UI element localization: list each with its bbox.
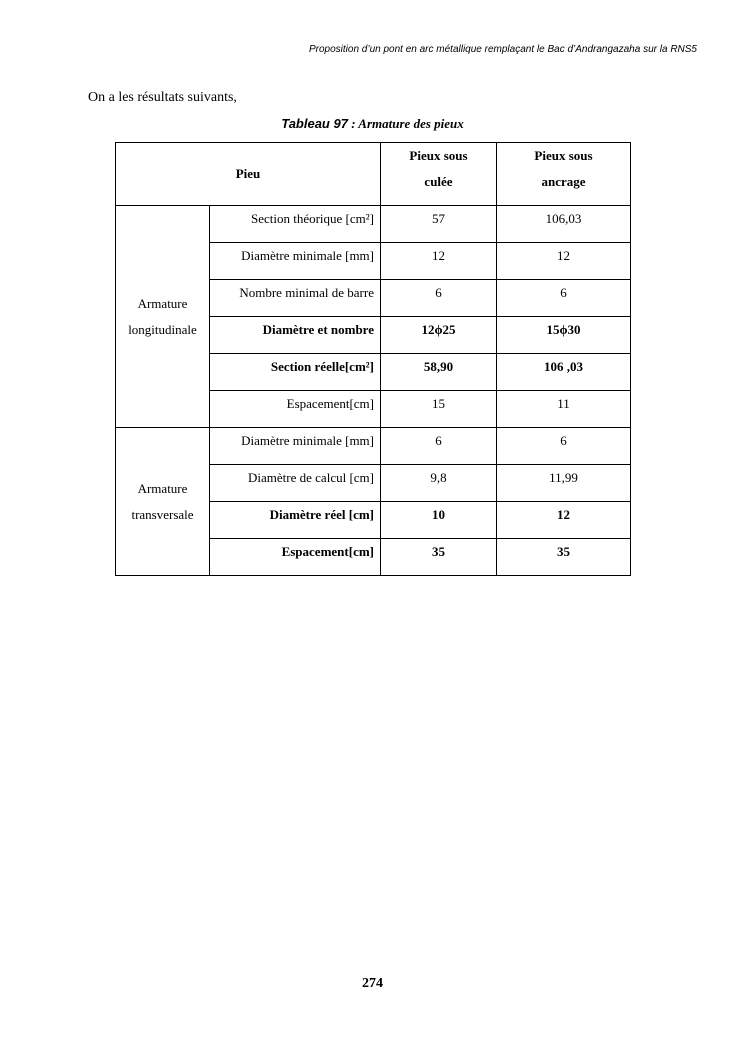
- value-ancrage: 15ϕ30: [497, 317, 631, 354]
- header-culee-line2: culée: [424, 174, 453, 189]
- value-ancrage: 12: [497, 243, 631, 280]
- value-ancrage: 6: [497, 428, 631, 465]
- group-longitudinale-line1: Armature: [137, 295, 188, 311]
- value-ancrage: 12: [497, 502, 631, 539]
- value-ancrage: 106 ,03: [497, 354, 631, 391]
- caption-title: : Armature des pieux: [347, 116, 464, 131]
- row-label: Section réelle[cm²]: [210, 354, 381, 391]
- row-label: Diamètre et nombre: [210, 317, 381, 354]
- header-ancrage-line2: ancrage: [541, 174, 586, 189]
- table-row: [116, 206, 631, 243]
- row-label: Diamètre minimale [mm]: [210, 428, 381, 465]
- page-number: 274: [362, 976, 383, 991]
- value-ancrage: 106,03: [497, 206, 631, 243]
- caption-label: Tableau 97: [281, 116, 348, 131]
- group-longitudinale-line2: longitudinale: [128, 321, 197, 337]
- row-label: Nombre minimal de barre: [210, 280, 381, 317]
- value-ancrage: 6: [497, 280, 631, 317]
- row-label: Espacement[cm]: [210, 391, 381, 428]
- header-ancrage-line1: Pieux sous: [534, 148, 593, 163]
- group-transversale-line2: transversale: [131, 506, 194, 522]
- value-culee: 15: [381, 391, 497, 428]
- header-ancrage: [497, 143, 631, 206]
- header-culee: [381, 143, 497, 206]
- group-longitudinale: [116, 206, 210, 428]
- table-row: [116, 428, 631, 465]
- intro-text: On a les résultats suivants,: [88, 90, 237, 105]
- value-culee: 6: [381, 280, 497, 317]
- running-header: Proposition d’un pont en arc métallique remplaçant le Bac d’Andrangazaha sur la RNS5: [308, 44, 697, 55]
- row-label: Espacement[cm]: [210, 539, 381, 576]
- value-culee: 12ϕ25: [381, 317, 497, 354]
- value-culee: 10: [381, 502, 497, 539]
- row-label: Diamètre réel [cm]: [210, 502, 381, 539]
- group-transversale: [116, 428, 210, 576]
- group-transversale-line1: Armature: [137, 480, 188, 496]
- value-culee: 57: [381, 206, 497, 243]
- value-ancrage: 11,99: [497, 465, 631, 502]
- row-label: Section théorique [cm²]: [210, 206, 381, 243]
- value-culee: 58,90: [381, 354, 497, 391]
- header-culee-line1: Pieux sous: [409, 148, 468, 163]
- value-ancrage: 11: [497, 391, 631, 428]
- value-ancrage: 35: [497, 539, 631, 576]
- value-culee: 9,8: [381, 465, 497, 502]
- row-label: Diamètre de calcul [cm]: [210, 465, 381, 502]
- armature-table: [115, 142, 631, 576]
- table-header-row: [116, 143, 631, 206]
- value-culee: 35: [381, 539, 497, 576]
- row-label: Diamètre minimale [mm]: [210, 243, 381, 280]
- table-caption: [0, 116, 745, 132]
- value-culee: 6: [381, 428, 497, 465]
- value-culee: 12: [381, 243, 497, 280]
- header-pieu: Pieu: [116, 143, 381, 206]
